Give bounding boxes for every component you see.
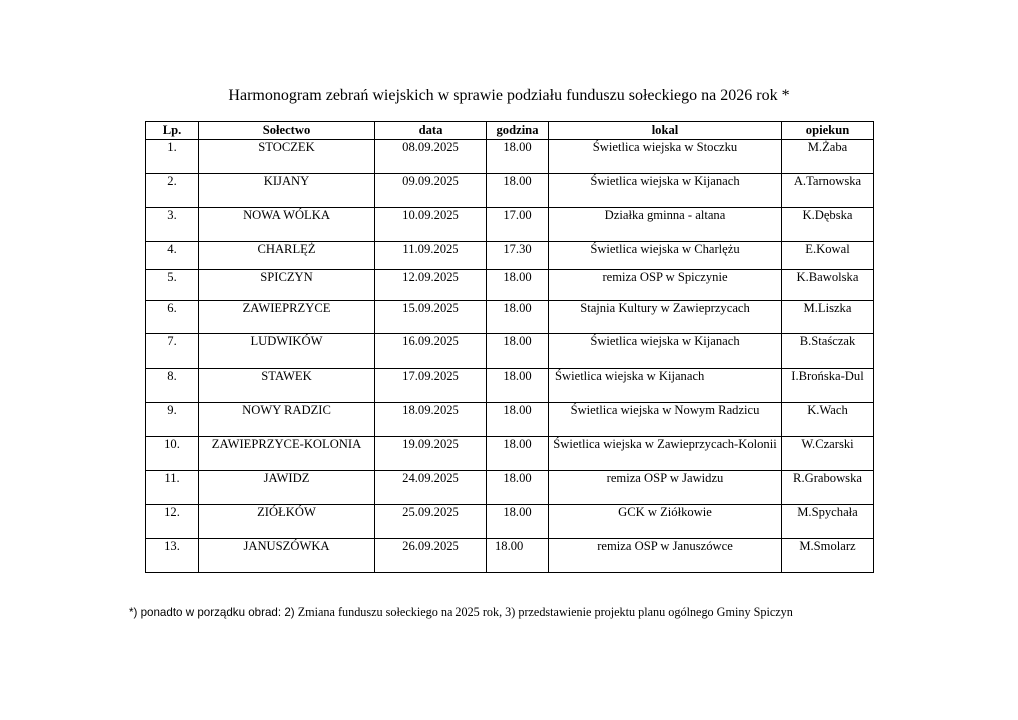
cell-lokal: remiza OSP w Spiczynie (549, 270, 782, 301)
table-row (146, 437, 874, 471)
cell-solectwo: CHARLĘŻ (199, 242, 375, 270)
cell-lokal: Świetlica wiejska w Kijanach (549, 174, 782, 208)
table-row (146, 334, 874, 369)
table-row (146, 208, 874, 242)
cell-lp: 4. (146, 242, 199, 270)
header-data: data (375, 122, 487, 140)
cell-lokal: Świetlica wiejska w Charlężu (549, 242, 782, 270)
cell-lokal: remiza OSP w Januszówce (549, 539, 782, 573)
cell-lp: 2. (146, 174, 199, 208)
cell-opiekun: M.Liszka (782, 301, 874, 334)
cell-opiekun: I.Brońska-Dul (782, 369, 874, 403)
table-row (146, 140, 874, 174)
cell-godzina: 18.00 (487, 369, 549, 403)
cell-lokal: Świetlica wiejska w Zawieprzycach-Kolonii (549, 437, 782, 471)
cell-opiekun: M.Żaba (782, 140, 874, 174)
cell-godzina: 18.00 (487, 270, 549, 301)
cell-opiekun: K.Dębska (782, 208, 874, 242)
cell-solectwo: NOWY RADZIC (199, 403, 375, 437)
cell-opiekun: A.Tarnowska (782, 174, 874, 208)
table-row (146, 403, 874, 437)
cell-data: 24.09.2025 (375, 471, 487, 505)
cell-data: 17.09.2025 (375, 369, 487, 403)
cell-lp: 13. (146, 539, 199, 573)
table-row (146, 505, 874, 539)
cell-godzina: 18.00 (487, 334, 549, 369)
cell-data: 25.09.2025 (375, 505, 487, 539)
cell-lp: 3. (146, 208, 199, 242)
cell-solectwo: JANUSZÓWKA (199, 539, 375, 573)
cell-lokal: remiza OSP w Jawidzu (549, 471, 782, 505)
header-opiekun: opiekun (782, 122, 874, 140)
cell-lokal: Świetlica wiejska w Nowym Radzicu (549, 403, 782, 437)
cell-lokal: Stajnia Kultury w Zawieprzycach (549, 301, 782, 334)
cell-godzina: 17.00 (487, 208, 549, 242)
cell-solectwo: LUDWIKÓW (199, 334, 375, 369)
footnote-prefix: *) ponadto w porządku obrad: 2) (129, 606, 295, 619)
cell-data: 19.09.2025 (375, 437, 487, 471)
cell-opiekun: B.Staśczak (782, 334, 874, 369)
table-row (146, 539, 874, 573)
cell-solectwo: JAWIDZ (199, 471, 375, 505)
cell-godzina: 18.00 (487, 539, 549, 573)
cell-lp: 8. (146, 369, 199, 403)
cell-opiekun: R.Grabowska (782, 471, 874, 505)
cell-lokal: GCK w Ziółkowie (549, 505, 782, 539)
cell-data: 26.09.2025 (375, 539, 487, 573)
header-lp: Lp. (146, 122, 199, 140)
cell-godzina: 17.30 (487, 242, 549, 270)
cell-godzina: 18.00 (487, 174, 549, 208)
footnote (129, 604, 793, 621)
cell-godzina: 18.00 (487, 505, 549, 539)
table-row (146, 242, 874, 270)
meeting-schedule-table (145, 121, 874, 573)
cell-godzina: 18.00 (487, 301, 549, 334)
cell-opiekun: K.Bawolska (782, 270, 874, 301)
cell-solectwo: KIJANY (199, 174, 375, 208)
cell-godzina: 18.00 (487, 471, 549, 505)
document-title: Harmonogram zebrań wiejskich w sprawie podziału funduszu sołeckiego na 2026 rok * (228, 87, 790, 104)
cell-godzina: 18.00 (487, 140, 549, 174)
cell-godzina: 18.00 (487, 437, 549, 471)
cell-data: 11.09.2025 (375, 242, 487, 270)
cell-data: 12.09.2025 (375, 270, 487, 301)
cell-godzina: 18.00 (487, 403, 549, 437)
header-solectwo: Sołectwo (199, 122, 375, 140)
cell-lokal: Świetlica wiejska w Stoczku (549, 140, 782, 174)
cell-lokal: Świetlica wiejska w Kijanach (549, 369, 782, 403)
cell-data: 18.09.2025 (375, 403, 487, 437)
table-row (146, 270, 874, 301)
header-godzina: godzina (487, 122, 549, 140)
table-header-row (146, 122, 874, 140)
footnote-text: Zmiana funduszu sołeckiego na 2025 rok, 3) przedstawienie projektu planu ogólnego Gminy Spiczyn (294, 605, 793, 619)
cell-solectwo: ZAWIEPRZYCE-KOLONIA (199, 437, 375, 471)
cell-lp: 10. (146, 437, 199, 471)
cell-data: 10.09.2025 (375, 208, 487, 242)
cell-opiekun: W.Czarski (782, 437, 874, 471)
cell-data: 15.09.2025 (375, 301, 487, 334)
cell-solectwo: NOWA WÓLKA (199, 208, 375, 242)
cell-lp: 12. (146, 505, 199, 539)
table-row (146, 301, 874, 334)
cell-opiekun: M.Spychała (782, 505, 874, 539)
cell-lokal: Działka gminna - altana (549, 208, 782, 242)
cell-solectwo: ZAWIEPRZYCE (199, 301, 375, 334)
cell-lp: 9. (146, 403, 199, 437)
cell-lp: 7. (146, 334, 199, 369)
table-row (146, 471, 874, 505)
cell-data: 08.09.2025 (375, 140, 487, 174)
header-lokal: lokal (549, 122, 782, 140)
cell-solectwo: SPICZYN (199, 270, 375, 301)
cell-solectwo: STOCZEK (199, 140, 375, 174)
cell-opiekun: M.Smolarz (782, 539, 874, 573)
cell-lokal: Świetlica wiejska w Kijanach (549, 334, 782, 369)
cell-solectwo: ZIÓŁKÓW (199, 505, 375, 539)
table-row (146, 369, 874, 403)
cell-data: 16.09.2025 (375, 334, 487, 369)
cell-lp: 11. (146, 471, 199, 505)
cell-lp: 6. (146, 301, 199, 334)
cell-opiekun: E.Kowal (782, 242, 874, 270)
cell-data: 09.09.2025 (375, 174, 487, 208)
cell-opiekun: K.Wach (782, 403, 874, 437)
cell-solectwo: STAWEK (199, 369, 375, 403)
cell-lp: 5. (146, 270, 199, 301)
cell-lp: 1. (146, 140, 199, 174)
table-row (146, 174, 874, 208)
